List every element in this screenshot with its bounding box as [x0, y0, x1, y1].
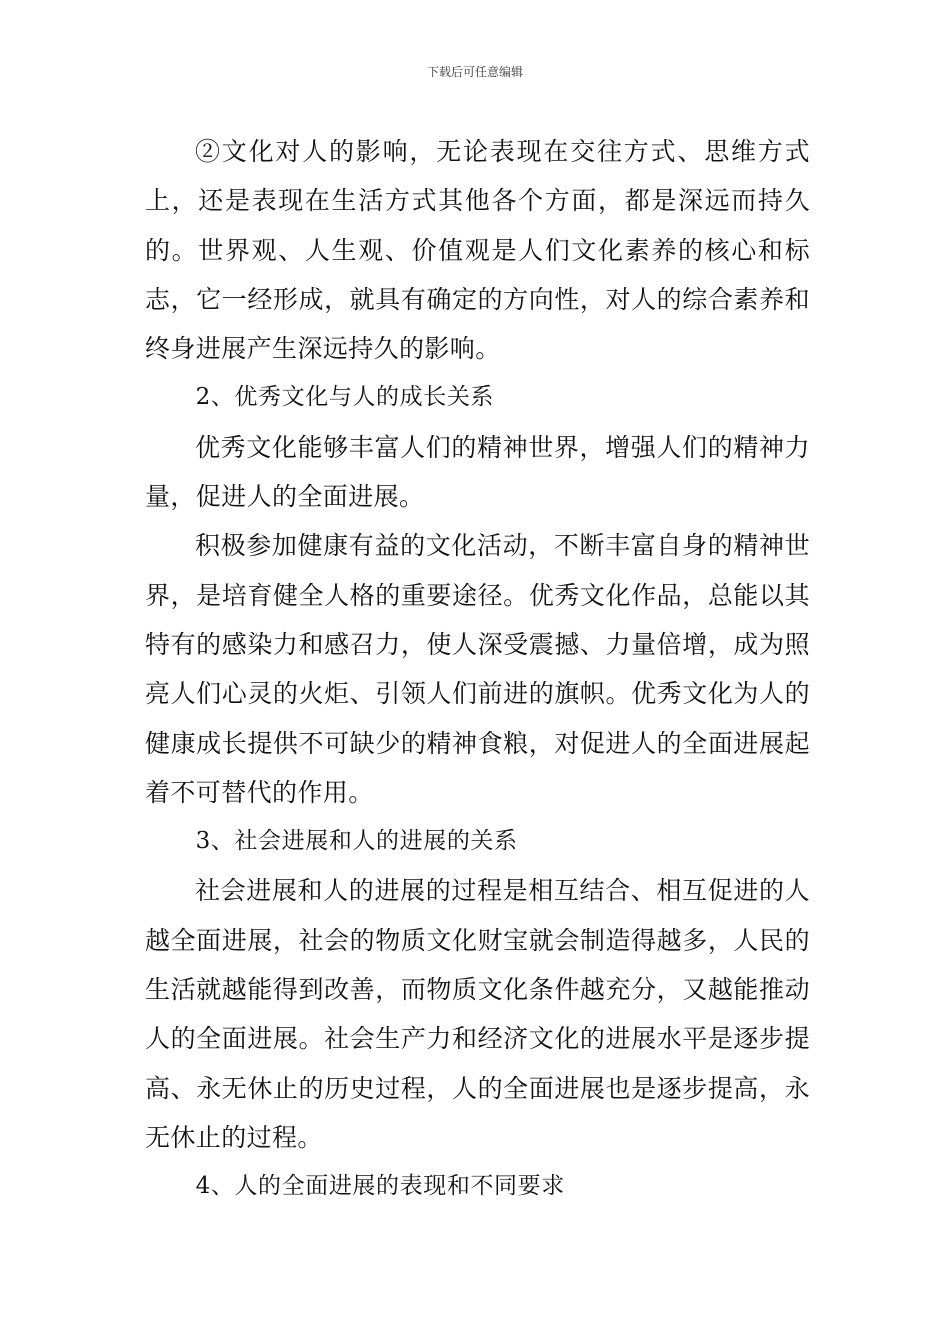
section-heading-4: 4、人的全面进展的表现和不同要求	[195, 1173, 565, 1200]
paragraph-social-development: 社会进展和人的进展的过程是相互结合、相互促进的人越全面进展，社会的物质文化财宝就会制造得越多，人民的生活就越能得到改善，而物质文化条件越充分，又越能推动人的全面进展。社会生产力和经济文化的进展水平是逐步提高、永无休止的历史过程，人的全面进展也是逐步提高，永无休止的过程。	[145, 876, 810, 1152]
section-heading-2: 2、优秀文化与人的成长关系	[195, 384, 495, 411]
paragraph-excellent-culture: 优秀文化能够丰富人们的精神世界，增强人们的精神力量，促进人的全面进展。	[145, 432, 810, 512]
document-body	[145, 127, 810, 1212]
paragraph-cultural-activities: 积极参加健康有益的文化活动，不断丰富自身的精神世界，是培育健全人格的重要途径。优秀文化作品，总能以其特有的感染力和感召力，使人深受震撼、力量倍增，成为照亮人们心灵的火炬、引领人们前进的旗帜。优秀文化为人的健康成长提供不可缺少的精神食粮，对促进人的全面进展起着不可替代的作用。	[145, 531, 810, 807]
paragraph-culture-influence: ②文化对人的影响，无论表现在交往方式、思维方式上，还是表现在生活方式其他各个方面，都是深远而持久的。世界观、人生观、价值观是人们文化素养的核心和标志，它一经形成，就具有确定的方向性，对人的综合素养和终身进展产生深远持久的影响。	[145, 137, 810, 364]
page-header-note: 下载后可任意编辑	[426, 65, 523, 79]
section-heading-3: 3、社会进展和人的进展的关系	[195, 828, 518, 855]
